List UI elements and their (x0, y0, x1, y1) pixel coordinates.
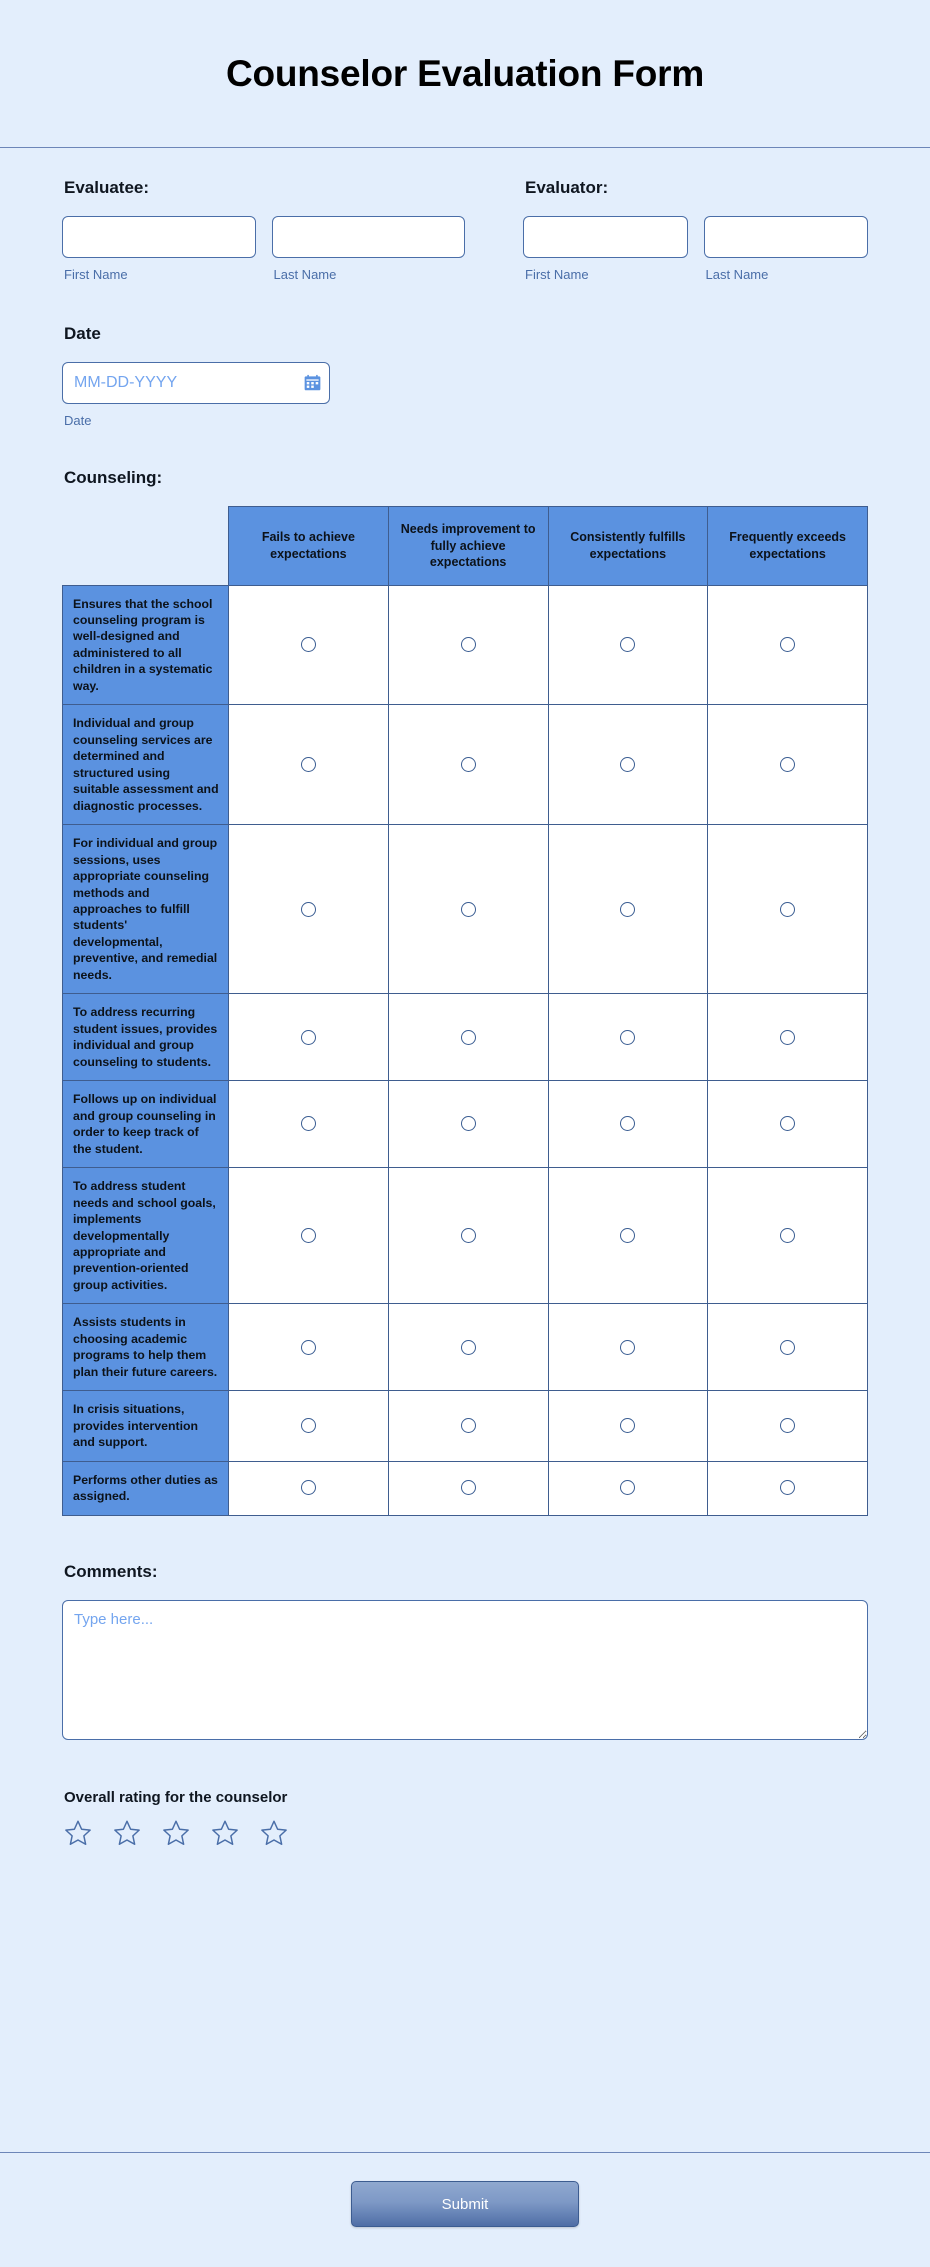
matrix-cell-r5-c3[interactable] (548, 1081, 708, 1168)
matrix-column-header-3: Consistently fulfills expectations (548, 507, 708, 586)
matrix-cell-r9-c3[interactable] (548, 1461, 708, 1515)
radio-button[interactable] (301, 1030, 316, 1045)
matrix-row-label: To address recurring student issues, provides individual and group counseling to students. (63, 994, 229, 1081)
comments-textarea[interactable] (62, 1600, 868, 1740)
radio-button[interactable] (461, 1480, 476, 1495)
star-icon-1[interactable] (63, 1818, 93, 1848)
matrix-cell-r8-c4[interactable] (708, 1391, 868, 1461)
matrix-cell-r3-c3[interactable] (548, 825, 708, 994)
table-row (63, 1081, 868, 1168)
matrix-header-row (63, 507, 868, 586)
rating-group (62, 1789, 868, 1884)
matrix-row-label: For individual and group sessions, uses appropriate counseling methods and approaches to fulfill students' developmental, preventive, and remedial needs. (63, 825, 229, 994)
evaluatee-last-name-col (272, 216, 466, 282)
evaluator-first-name-input[interactable] (523, 216, 688, 258)
matrix-corner-cell (63, 507, 229, 586)
table-row (63, 1391, 868, 1461)
radio-button[interactable] (780, 1340, 795, 1355)
comments-group (62, 1562, 868, 1745)
matrix-column-header-2: Needs improvement to fully achieve expectations (388, 507, 548, 586)
counseling-matrix-table (62, 506, 868, 1516)
radio-button[interactable] (301, 1418, 316, 1433)
radio-button[interactable] (301, 1340, 316, 1355)
matrix-cell-r7-c2[interactable] (388, 1304, 548, 1391)
evaluator-first-name-col (523, 216, 688, 282)
evaluatee-first-name-input[interactable] (62, 216, 256, 258)
evaluator-last-name-col (704, 216, 869, 282)
radio-button[interactable] (620, 757, 635, 772)
radio-button[interactable] (620, 1418, 635, 1433)
star-icon-5[interactable] (259, 1818, 289, 1848)
matrix-row-label: In crisis situations, provides intervention and support. (63, 1391, 229, 1461)
submit-button[interactable]: Submit (351, 2181, 579, 2227)
matrix-row-label: Ensures that the school counseling program is well-designed and administered to all children in a systematic way. (63, 585, 229, 705)
radio-button[interactable] (461, 757, 476, 772)
star-icon-4[interactable] (210, 1818, 240, 1848)
matrix-cell-r6-c3[interactable] (548, 1168, 708, 1304)
matrix-cell-r8-c2[interactable] (388, 1391, 548, 1461)
radio-button[interactable] (780, 1030, 795, 1045)
evaluatee-last-name-input[interactable] (272, 216, 466, 258)
matrix-cell-r3-c4[interactable] (708, 825, 868, 994)
table-row (63, 1304, 868, 1391)
radio-button[interactable] (461, 1030, 476, 1045)
radio-button[interactable] (620, 1030, 635, 1045)
matrix-cell-r1-c2[interactable] (388, 585, 548, 705)
matrix-cell-r6-c1[interactable] (229, 1168, 389, 1304)
evaluator-group (465, 178, 868, 282)
evaluator-last-name-sublabel: Last Name (705, 267, 769, 282)
table-row (63, 994, 868, 1081)
evaluatee-first-name-col (62, 216, 256, 282)
matrix-cell-r2-c2[interactable] (388, 705, 548, 825)
radio-button[interactable] (301, 1228, 316, 1243)
radio-button[interactable] (461, 1418, 476, 1433)
rating-label: Overall rating for the counselor (64, 1788, 288, 1806)
table-row (63, 705, 868, 825)
matrix-cell-r7-c4[interactable] (708, 1304, 868, 1391)
matrix-row-label: Assists students in choosing academic programs to help them plan their future careers. (63, 1304, 229, 1391)
radio-button[interactable] (620, 902, 635, 917)
radio-button[interactable] (620, 1228, 635, 1243)
matrix-cell-r9-c4[interactable] (708, 1461, 868, 1515)
matrix-cell-r2-c4[interactable] (708, 705, 868, 825)
evaluatee-last-name-sublabel: Last Name (273, 267, 337, 282)
table-row (63, 825, 868, 994)
matrix-cell-r1-c3[interactable] (548, 585, 708, 705)
matrix-row-label: Performs other duties as assigned. (63, 1461, 229, 1515)
radio-button[interactable] (780, 1116, 795, 1131)
matrix-row-label: Follows up on individual and group counseling in order to keep track of the student. (63, 1081, 229, 1168)
radio-button[interactable] (620, 1340, 635, 1355)
matrix-cell-r9-c2[interactable] (388, 1461, 548, 1515)
matrix-cell-r5-c2[interactable] (388, 1081, 548, 1168)
matrix-cell-r4-c2[interactable] (388, 994, 548, 1081)
calendar-icon[interactable] (304, 375, 321, 392)
radio-button[interactable] (780, 1480, 795, 1495)
radio-button[interactable] (780, 637, 795, 652)
matrix-cell-r2-c3[interactable] (548, 705, 708, 825)
radio-button[interactable] (301, 902, 316, 917)
radio-button[interactable] (620, 637, 635, 652)
matrix-cell-r1-c1[interactable] (229, 585, 389, 705)
radio-button[interactable] (301, 1116, 316, 1131)
date-group (62, 324, 868, 428)
date-label: Date (64, 324, 101, 343)
matrix-cell-r3-c2[interactable] (388, 825, 548, 994)
matrix-cell-r8-c3[interactable] (548, 1391, 708, 1461)
radio-button[interactable] (461, 1228, 476, 1243)
radio-button[interactable] (461, 1116, 476, 1131)
matrix-cell-r9-c1[interactable] (229, 1461, 389, 1515)
evaluator-first-name-sublabel: First Name (525, 267, 589, 282)
matrix-body (63, 585, 868, 1515)
table-row (63, 585, 868, 705)
form-header (0, 0, 930, 148)
evaluatee-group (62, 178, 465, 282)
matrix-cell-r1-c4[interactable] (708, 585, 868, 705)
radio-button[interactable] (461, 902, 476, 917)
matrix-column-header-1: Fails to achieve expectations (229, 507, 389, 586)
radio-button[interactable] (620, 1480, 635, 1495)
matrix-cell-r2-c1[interactable] (229, 705, 389, 825)
radio-button[interactable] (461, 1340, 476, 1355)
matrix-column-header-4: Frequently exceeds expectations (708, 507, 868, 586)
radio-button[interactable] (301, 757, 316, 772)
matrix-row-label: To address student needs and school goals, implements developmentally appropriate and prevention-oriented group activities. (63, 1168, 229, 1304)
matrix-cell-r7-c1[interactable] (229, 1304, 389, 1391)
table-row (63, 1461, 868, 1515)
matrix-cell-r6-c2[interactable] (388, 1168, 548, 1304)
matrix-cell-r8-c1[interactable] (229, 1391, 389, 1461)
radio-button[interactable] (301, 637, 316, 652)
radio-button[interactable] (780, 1418, 795, 1433)
matrix-cell-r3-c1[interactable] (229, 825, 389, 994)
date-sublabel: Date (64, 413, 92, 428)
radio-button[interactable] (780, 902, 795, 917)
matrix-cell-r7-c3[interactable] (548, 1304, 708, 1391)
matrix-row-label: Individual and group counseling services are determined and structured using suitable assessment and diagnostic processes. (63, 705, 229, 825)
matrix-cell-r4-c1[interactable] (229, 994, 389, 1081)
matrix-cell-r4-c3[interactable] (548, 994, 708, 1081)
form-footer (0, 2152, 930, 2267)
evaluator-last-name-input[interactable] (704, 216, 869, 258)
evaluatee-first-name-sublabel: First Name (64, 267, 128, 282)
counseling-label: Counseling: (64, 468, 163, 487)
matrix-cell-r4-c4[interactable] (708, 994, 868, 1081)
counseling-group (62, 468, 868, 1516)
radio-button[interactable] (620, 1116, 635, 1131)
page-title: Counselor Evaluation Form (225, 52, 705, 94)
evaluatee-label: Evaluatee: (64, 178, 150, 197)
matrix-cell-r6-c4[interactable] (708, 1168, 868, 1304)
star-icon-2[interactable] (112, 1818, 142, 1848)
star-icon-3[interactable] (161, 1818, 191, 1848)
radio-button[interactable] (780, 757, 795, 772)
evaluator-label: Evaluator: (525, 178, 609, 197)
radio-button[interactable] (461, 637, 476, 652)
names-row (62, 178, 868, 282)
form-body (0, 148, 930, 2152)
date-input[interactable] (62, 362, 330, 404)
matrix-cell-r5-c1[interactable] (229, 1081, 389, 1168)
radio-button[interactable] (780, 1228, 795, 1243)
comments-label: Comments: (64, 1561, 158, 1581)
radio-button[interactable] (301, 1480, 316, 1495)
table-row (63, 1168, 868, 1304)
star-rating[interactable] (63, 1818, 868, 1848)
matrix-cell-r5-c4[interactable] (708, 1081, 868, 1168)
